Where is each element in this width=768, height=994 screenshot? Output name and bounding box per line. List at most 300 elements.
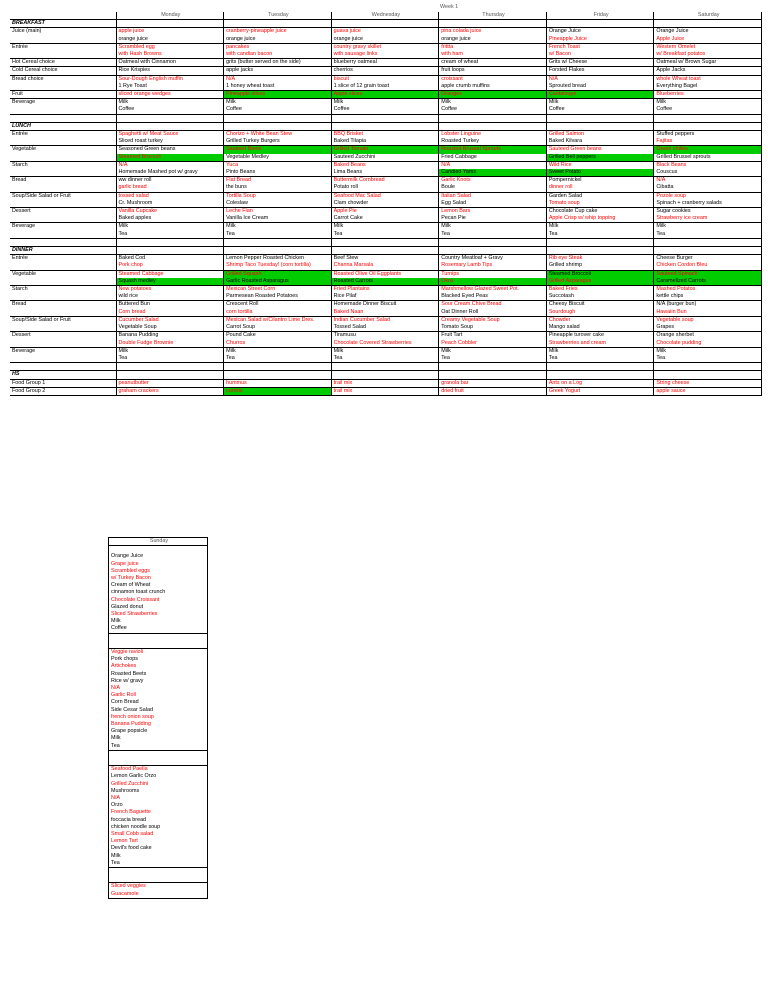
row-label: [10, 309, 116, 317]
menu-cell: carrots: [224, 387, 332, 395]
menu-cell: Black Beans: [654, 161, 762, 169]
menu-cell: Boule: [439, 184, 547, 192]
sunday-row: [109, 611, 208, 618]
menu-cell: Baked Kilvara: [546, 138, 654, 146]
menu-cell: pina colada juice: [439, 28, 547, 36]
spacer-cell: [116, 238, 224, 246]
menu-cell: Fajitas: [654, 138, 762, 146]
spacer-cell: [331, 238, 439, 246]
menu-cell: Baked Fries: [546, 286, 654, 294]
menu-cell: Milk: [116, 99, 224, 107]
table-row: [10, 67, 762, 75]
menu-cell: tossed salad: [116, 192, 224, 200]
menu-cell: Rice Pilaf: [331, 293, 439, 301]
menu-cell: Western Omelet: [654, 43, 762, 51]
menu-cell: orange juice: [331, 36, 439, 44]
menu-cell: Chorizo + White Bean Stew: [224, 131, 332, 139]
menu-cell: Italian Salad: [439, 192, 547, 200]
menu-cell: Grilled Squash: [224, 270, 332, 278]
row-label: [10, 200, 116, 208]
spacer-cell: [439, 238, 547, 246]
menu-cell: Milk: [546, 99, 654, 107]
menu-cell: Banana Pudding: [109, 721, 208, 728]
menu-cell: [109, 641, 208, 649]
menu-cell: Vegetable Soup: [116, 324, 224, 332]
menu-cell: Shrimp Taco Tuesday! (corn tortilla): [224, 262, 332, 270]
day-header: Thursday: [439, 12, 547, 20]
menu-cell: Side Cesar Salad: [109, 707, 208, 714]
menu-cell: with Hash Browns: [116, 51, 224, 59]
row-label: Dessert: [12, 332, 31, 339]
sunday-row: [109, 671, 208, 678]
menu-cell: Pineapple slices: [224, 91, 332, 99]
menu-cell: Tea: [654, 355, 762, 363]
menu-cell: Caramelized Carrots: [654, 278, 762, 286]
row-label: Beverage: [12, 347, 36, 354]
menu-cell: Roasted Carrots: [331, 278, 439, 286]
menu-cell: Leche Flan: [224, 208, 332, 216]
row-label: [10, 231, 116, 239]
menu-cell: Green chilies: [654, 146, 762, 154]
menu-cell: Coffee: [109, 625, 208, 633]
row-label: Starch: [12, 161, 28, 168]
table-row: [10, 309, 762, 317]
menu-cell: Tortilla Soup: [224, 192, 332, 200]
section-title-spacer: [654, 247, 762, 255]
menu-cell: Oatmeal w/ Brown Sugar: [654, 59, 762, 67]
row-label: Entrée: [12, 131, 28, 138]
spacer-cell: [116, 114, 224, 122]
sunday-row: [109, 781, 208, 788]
sunday-row: [109, 875, 208, 883]
menu-cell: Steamed Broccoli: [546, 270, 654, 278]
menu-cell: Apple Pie: [331, 208, 439, 216]
row-label: [10, 51, 116, 59]
row-label: [10, 36, 116, 44]
menu-cell: Indian Cucumber Salad: [331, 316, 439, 324]
menu-cell: Small Cobb salad: [109, 831, 208, 838]
sunday-row: [109, 678, 208, 685]
section-title-spacer: [546, 371, 654, 379]
menu-cell: Squash medley: [116, 278, 224, 286]
day-header: Friday: [546, 12, 654, 20]
menu-cell: Milk: [109, 735, 208, 742]
section-title-spacer: [224, 247, 332, 255]
section-title-spacer: [439, 247, 547, 255]
menu-cell: Chocolate Cup cake: [546, 208, 654, 216]
menu-cell: BBQ Brisket: [331, 131, 439, 139]
sunday-row: [109, 625, 208, 633]
sunday-menu-table: [108, 537, 208, 899]
menu-cell: Spaghetti w/ Meat Sauce: [116, 131, 224, 139]
menu-cell: apple crumb muffins: [439, 83, 547, 91]
menu-cell: with candian bacon: [224, 51, 332, 59]
row-label: Beverage: [12, 223, 36, 230]
sunday-row: [109, 883, 208, 891]
menu-cell: Pozole soup: [654, 192, 762, 200]
menu-cell: Apple Jacks: [654, 67, 762, 75]
section-title-spacer: [546, 247, 654, 255]
row-label: [10, 154, 116, 162]
table-row: [10, 387, 762, 395]
row-label: [10, 106, 116, 114]
day-header: Tuesday: [224, 12, 332, 20]
menu-cell: Strawberry ice cream: [654, 215, 762, 223]
menu-cell: Tea: [439, 355, 547, 363]
menu-cell: Vanilla Ice Cream: [224, 215, 332, 223]
menu-cell: Cucumber Salad: [116, 316, 224, 324]
menu-cell: Banana Pudding: [116, 332, 224, 340]
menu-cell: 1 slice of 12 grain toast: [331, 83, 439, 91]
menu-cell: N/A: [654, 177, 762, 185]
menu-cell: Baked apples: [116, 215, 224, 223]
sunday-row: [109, 758, 208, 766]
weekly-menu-table: [10, 12, 762, 396]
sunday-row: [109, 553, 208, 560]
sunday-row: [109, 868, 208, 876]
sunday-row: [109, 795, 208, 802]
menu-cell: Sauteed Zucchini: [331, 154, 439, 162]
menu-cell: Milk: [439, 347, 547, 355]
row-label: [10, 262, 116, 270]
menu-cell: granola bar: [439, 379, 547, 387]
row-label: Vegetable: [12, 270, 36, 277]
menu-cell: Oat Dinner Roll: [439, 309, 547, 317]
menu-cell: orange juice: [116, 36, 224, 44]
menu-cell: Milk: [224, 99, 332, 107]
table-row: [10, 270, 762, 278]
menu-cell: Cibatta: [654, 184, 762, 192]
row-label: [10, 215, 116, 223]
table-row: [10, 278, 762, 286]
menu-cell: trail mix: [331, 387, 439, 395]
menu-cell: Oatmeal with Cinnamon: [116, 59, 224, 67]
table-row: [10, 177, 762, 185]
menu-cell: Homemade Mashed pot w/ gravy: [116, 169, 224, 177]
menu-cell: Vegetable soup: [654, 316, 762, 324]
menu-cell: Corn bread: [116, 309, 224, 317]
sunday-row: [109, 817, 208, 824]
menu-cell: Garlic Roll: [109, 692, 208, 699]
menu-cell: Tea: [331, 355, 439, 363]
menu-cell: Tea: [439, 231, 547, 239]
menu-cell: Pecan Pie: [439, 215, 547, 223]
menu-cell: String cheese: [654, 379, 762, 387]
day-header: Saturday: [654, 12, 762, 20]
menu-cell: Tea: [331, 231, 439, 239]
sunday-row: [109, 575, 208, 582]
menu-cell: N/A: [439, 161, 547, 169]
menu-cell: fruit loops: [439, 67, 547, 75]
table-row: [10, 223, 762, 231]
menu-cell: Couscus: [654, 169, 762, 177]
spacer-cell: [654, 363, 762, 371]
table-row: [10, 286, 762, 294]
menu-cell: Country Meatloaf + Gravy: [439, 255, 547, 263]
sunday-row: [109, 656, 208, 663]
sunday-row: [109, 824, 208, 831]
day-header: Wednesday: [331, 12, 439, 20]
menu-cell: Chicken Cordon Bleu: [654, 262, 762, 270]
menu-cell: Channa Marsala: [331, 262, 439, 270]
menu-cell: [109, 546, 208, 554]
section-title-spacer: [224, 20, 332, 28]
menu-cell: Lima Beans: [331, 169, 439, 177]
menu-cell: foccacia bread: [109, 817, 208, 824]
sunday-row: [109, 597, 208, 604]
menu-cell: N/A (burger bun): [654, 301, 762, 309]
row-label: [10, 340, 116, 348]
menu-cell: N/A: [116, 161, 224, 169]
menu-cell: Sliced veggies: [109, 883, 208, 891]
menu-cell: Coffee: [224, 106, 332, 114]
table-row: [10, 262, 762, 270]
menu-cell: dried fruit: [439, 387, 547, 395]
sunday-row: [109, 649, 208, 657]
menu-cell: french onion soup: [109, 714, 208, 721]
menu-cell: orange juice: [224, 36, 332, 44]
menu-cell: Rice w/ gravy: [109, 678, 208, 685]
menu-cell: frittta: [439, 43, 547, 51]
section-title: DINNER: [10, 247, 116, 255]
menu-cell: Pompernickel: [546, 177, 654, 185]
table-row: [10, 169, 762, 177]
section-title-spacer: [116, 122, 224, 130]
row-label: Food Group 2: [10, 387, 116, 395]
row-label: [10, 169, 116, 177]
menu-cell: Steamed Cabbage: [116, 270, 224, 278]
menu-cell: Chocolate Croissant: [109, 597, 208, 604]
table-row: [10, 138, 762, 146]
spacer-cell: [654, 114, 762, 122]
menu-cell: Grapes: [654, 324, 762, 332]
menu-cell: Strawberries and cream: [546, 340, 654, 348]
sunday-row: [109, 561, 208, 568]
menu-cell: Oranges: [439, 91, 547, 99]
menu-cell: Coffee: [654, 106, 762, 114]
row-label: Bread choice: [12, 75, 44, 82]
menu-cell: Potato roll: [331, 184, 439, 192]
section-title: BREAKFAST: [10, 20, 116, 28]
sunday-row: [109, 838, 208, 845]
sunday-row: [109, 831, 208, 838]
menu-cell: Orange Juice: [546, 28, 654, 36]
menu-cell: Fruit Tart: [439, 332, 547, 340]
row-label: Bread: [12, 177, 27, 184]
menu-cell: Lemon Garlic Orzo: [109, 773, 208, 780]
sunday-row: [109, 728, 208, 735]
sunday-row: [109, 568, 208, 575]
menu-cell: N/A: [109, 685, 208, 692]
menu-cell: cream of wheat: [439, 59, 547, 67]
menu-cell: Grape popsicle: [109, 728, 208, 735]
row-label: [10, 278, 116, 286]
section-title-spacer: [331, 371, 439, 379]
menu-cell: Milk: [654, 223, 762, 231]
menu-cell: Blueberries: [654, 91, 762, 99]
spacer-cell: [224, 238, 332, 246]
menu-cell: Grape juice: [109, 561, 208, 568]
menu-cell: Turnips: [439, 270, 547, 278]
menu-cell: Churros: [224, 340, 332, 348]
spacer-cell: [116, 363, 224, 371]
table-row: [10, 200, 762, 208]
sunday-row: [109, 788, 208, 795]
row-label: Beverage: [12, 99, 36, 106]
table-row: [10, 255, 762, 263]
menu-cell: kettle chips: [654, 293, 762, 301]
menu-cell: Grilled Tomato: [331, 146, 439, 154]
sunday-menu-body: [109, 538, 208, 899]
spacer-cell: [439, 363, 547, 371]
menu-cell: Coleslaw: [224, 200, 332, 208]
menu-cell: French Toast: [546, 43, 654, 51]
menu-cell: Ants on a Log: [546, 379, 654, 387]
menu-cell: Lobster Linguine: [439, 131, 547, 139]
section-title-spacer: [224, 371, 332, 379]
spacer-row: [10, 238, 762, 246]
menu-cell: Roasted Olive Oil Eggplants: [331, 270, 439, 278]
menu-cell: Tossed Salad: [331, 324, 439, 332]
menu-cell: Seafood Paella: [109, 766, 208, 774]
menu-cell: Lemon Pepper Roasted Chicken: [224, 255, 332, 263]
sunday-row: [109, 546, 208, 554]
menu-cell: Sliced roast turkey: [116, 138, 224, 146]
spacer-row: [10, 363, 762, 371]
table-row: [10, 28, 762, 36]
menu-cell: apple jacks: [224, 67, 332, 75]
sunday-row: [109, 743, 208, 751]
menu-cell: Creamy Vegetable Soup: [439, 316, 547, 324]
menu-cell: French Baguette: [109, 809, 208, 816]
spacer-cell: [224, 114, 332, 122]
table-row: [10, 379, 762, 387]
menu-cell: Apple Crisp w/ whip topping: [546, 215, 654, 223]
table-row: [10, 51, 762, 59]
menu-cell: Scrambled egg: [116, 43, 224, 51]
menu-cell: Grilled Turkey Burgers: [224, 138, 332, 146]
menu-cell: Tea: [116, 231, 224, 239]
menu-cell: Apple slices: [331, 91, 439, 99]
menu-cell: w/ Bacon: [546, 51, 654, 59]
menu-cell: Carrot Cake: [331, 215, 439, 223]
menu-cell: Sugar cookies: [654, 208, 762, 216]
menu-cell: cinnamon toast crunch: [109, 589, 208, 596]
menu-cell: apple sauce: [654, 387, 762, 395]
table-row: [10, 355, 762, 363]
sunday-row: [109, 582, 208, 589]
menu-cell: croissant: [439, 75, 547, 83]
section-header-row: [10, 20, 762, 28]
menu-cell: peanutbutter: [116, 379, 224, 387]
menu-cell: Orange sherbet: [654, 332, 762, 340]
sunday-row: [109, 707, 208, 714]
row-label: Soup/Side Salad or Fruit: [12, 316, 71, 323]
menu-cell: wild rice: [116, 293, 224, 301]
section-title-spacer: [224, 122, 332, 130]
menu-cell: Buttered Bun: [116, 301, 224, 309]
menu-cell: Chocolate pudding: [654, 340, 762, 348]
section-title-spacer: [116, 371, 224, 379]
menu-cell: chicken noodle soup: [109, 824, 208, 831]
section-title-spacer: [116, 20, 224, 28]
menu-cell: Milk: [546, 347, 654, 355]
menu-cell: Sweet Potato: [546, 169, 654, 177]
menu-cell: Tiramusu: [331, 332, 439, 340]
menu-cell: Cheesy Biscuit: [546, 301, 654, 309]
row-label: Food Group 1: [10, 379, 116, 387]
menu-cell: Veggie ravioli: [109, 649, 208, 657]
menu-cell: Mashed Potatos: [654, 286, 762, 294]
section-header-row: [10, 247, 762, 255]
table-row: [10, 146, 762, 154]
section-title-spacer: [331, 247, 439, 255]
row-label: Entrée: [12, 43, 28, 50]
row-label: [10, 138, 116, 146]
menu-cell: Milk: [439, 223, 547, 231]
menu-cell: trail mix: [331, 379, 439, 387]
menu-cell: Milk: [116, 223, 224, 231]
menu-cell: Greek Yogurt: [546, 387, 654, 395]
sunday-row: [109, 773, 208, 780]
sunday-row: [109, 589, 208, 596]
menu-cell: garlic bread: [116, 184, 224, 192]
menu-cell: Tea: [109, 860, 208, 868]
sunday-row: [109, 750, 208, 758]
menu-cell: 1 Rye Toast: [116, 83, 224, 91]
menu-cell: apple juice: [116, 28, 224, 36]
sunday-row: [109, 633, 208, 641]
table-row: [10, 75, 762, 83]
menu-cell: Corn Bread: [109, 699, 208, 706]
section-title-spacer: [439, 371, 547, 379]
menu-cell: Lemon Bars: [439, 208, 547, 216]
menu-cell: Sliced Strawberries: [109, 611, 208, 618]
menu-cell: Rosemary Lamb Tips: [439, 262, 547, 270]
menu-cell: Garden Salad: [546, 192, 654, 200]
sunday-row: [109, 766, 208, 774]
menu-cell: with sausage links: [331, 51, 439, 59]
menu-cell: Marshmellow Glazed Sweet Pot.: [439, 286, 547, 294]
menu-cell: Steamed Broccoli: [116, 154, 224, 162]
row-label: Hot Cereal choice: [10, 59, 116, 67]
spacer-cell: [654, 238, 762, 246]
sunday-row: [109, 860, 208, 868]
menu-cell: Flat Bread: [224, 177, 332, 185]
menu-cell: Candied Yams: [439, 169, 547, 177]
menu-cell: Double Fudge Brownie: [116, 340, 224, 348]
sunday-header-row: [109, 538, 208, 546]
menu-cell: Mexican Salad w/Cilantro Lime Dres.: [224, 316, 332, 324]
row-label: Dessert: [12, 208, 31, 215]
menu-cell: New potatoes: [116, 286, 224, 294]
table-row: [10, 208, 762, 216]
menu-cell: Baked Cod: [116, 255, 224, 263]
row-label: [10, 355, 116, 363]
table-row: [10, 131, 762, 139]
menu-cell: 1 honey wheat toast: [224, 83, 332, 91]
section-title-spacer: [439, 122, 547, 130]
menu-cell: Lemon Tart: [109, 838, 208, 845]
menu-cell: Baked Beans: [331, 161, 439, 169]
menu-cell: dinner roll: [546, 184, 654, 192]
menu-cell: Parmesean Roasted Potatoes: [224, 293, 332, 301]
day-header: Monday: [116, 12, 224, 20]
section-title: HS: [10, 371, 116, 379]
menu-cell: Roasted Brussel Sprouts: [439, 146, 547, 154]
menu-cell: Rice Krispies: [116, 67, 224, 75]
table-row: [10, 59, 762, 67]
